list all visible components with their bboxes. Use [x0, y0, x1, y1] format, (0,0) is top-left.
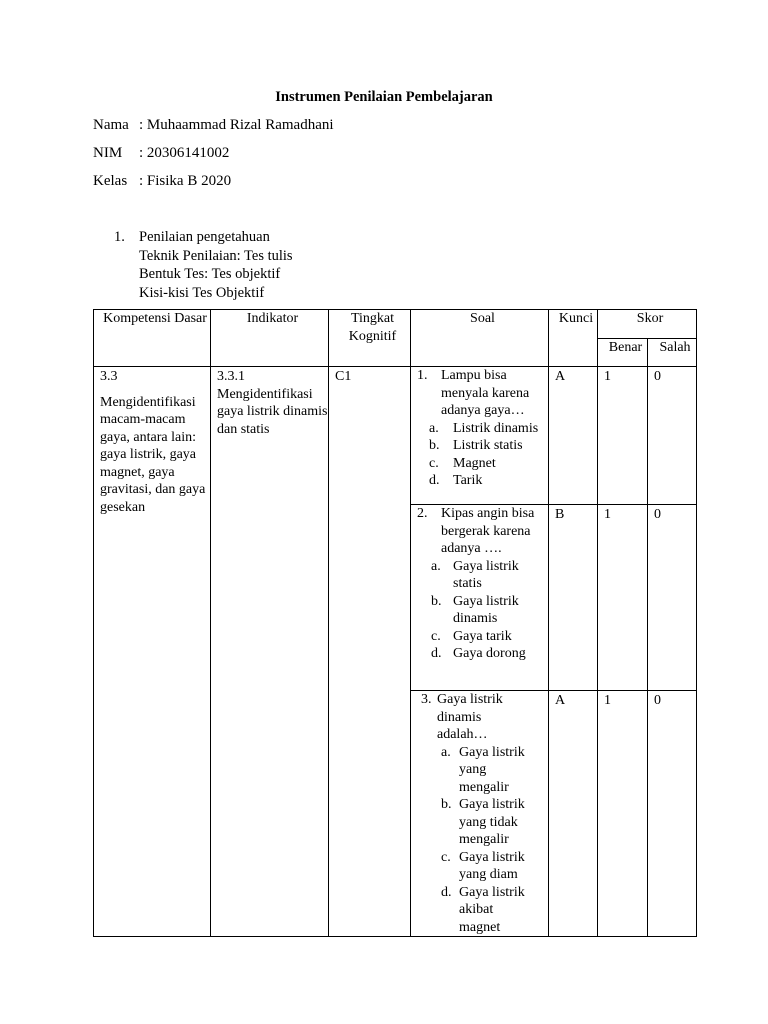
- nama-row: [93, 116, 334, 134]
- option-b: b. Gaya listrik dinamis: [431, 593, 519, 626]
- kelas-value: : Fisika B 2020: [139, 173, 232, 189]
- question-number: 1.: [417, 368, 428, 383]
- section-heading: Penilaian pengetahuan: [139, 229, 270, 245]
- question-stem: Gaya listrik dinamis adalah…: [437, 692, 503, 742]
- bentuk-tes: Bentuk Tes: Tes objektif: [139, 266, 281, 282]
- salah-cell: 0: [648, 691, 697, 937]
- header-indikator: Indikator: [211, 310, 329, 367]
- header-kompetensi: Kompetensi Dasar: [94, 310, 211, 367]
- option-c: c. Magnet: [429, 455, 496, 471]
- header-skor: Skor: [598, 310, 697, 339]
- header-benar: Benar: [598, 339, 648, 367]
- question-number: 3.: [421, 692, 432, 707]
- kunci-cell: A: [549, 367, 598, 505]
- kisi-kisi: Kisi-kisi Tes Objektif: [139, 284, 265, 301]
- benar-cell: 1: [598, 691, 648, 937]
- assessment-table: [93, 309, 697, 937]
- kompetensi-text: Mengidentifikasi macam-macam gaya, antara lain: gaya listrik, gaya magnet, gaya gravitasi, dan gaya gesekan: [100, 394, 206, 515]
- kompetensi-code: 3.3: [100, 369, 118, 384]
- question-stem: Lampu bisa menyala karena adanya gaya…: [441, 368, 530, 418]
- document-title: Instrumen Penilaian Pembelajaran: [275, 89, 493, 105]
- option-c: c. Gaya tarik: [431, 628, 512, 644]
- question-3: [411, 691, 549, 937]
- benar-cell: 1: [598, 367, 648, 505]
- header-kunci: Kunci: [549, 310, 598, 367]
- indikator-code: 3.3.1: [217, 369, 245, 384]
- header-tingkat: Tingkat Kognitif: [329, 310, 411, 367]
- nama-value: : Muhaammad Rizal Ramadhani: [139, 117, 334, 133]
- section-number: 1.: [114, 229, 125, 245]
- indikator-cell: [211, 367, 329, 937]
- option-d: d. Gaya listrik akibat magnet: [441, 884, 525, 935]
- option-c: c. Gaya listrik yang diam: [441, 849, 525, 882]
- option-d: d. Gaya dorong: [431, 646, 526, 661]
- teknik-penilaian: Teknik Penilaian: Tes tulis: [139, 247, 293, 264]
- option-b: b. Listrik statis: [429, 438, 523, 453]
- question-2: [411, 505, 549, 691]
- option-a: a. Gaya listrik yang mengalir: [441, 744, 525, 795]
- option-a: a. Listrik dinamis: [429, 420, 539, 436]
- nama-label: Nama: [93, 117, 129, 133]
- option-d: d. Tarik: [429, 473, 483, 488]
- question-1: [411, 367, 549, 505]
- kelas-row: [93, 172, 231, 190]
- salah-cell: 0: [648, 367, 697, 505]
- benar-cell: 1: [598, 505, 648, 691]
- nim-value: : 20306141002: [139, 145, 230, 161]
- kompetensi-cell: [94, 367, 211, 937]
- question-number: 2.: [417, 506, 428, 521]
- indikator-text: Mengidentifikasi gaya listrik dinamis dan statis: [217, 386, 328, 437]
- nim-label: NIM: [93, 145, 123, 161]
- tingkat-cell: C1: [329, 367, 411, 937]
- header-soal: Soal: [411, 310, 549, 367]
- nim-row: [93, 144, 229, 162]
- kelas-label: Kelas: [93, 173, 128, 189]
- header-salah: Salah: [648, 339, 697, 367]
- option-a: a. Gaya listrik statis: [431, 558, 519, 591]
- option-b: b. Gaya listrik yang tidak mengalir: [441, 797, 525, 847]
- table-row: [94, 367, 697, 505]
- kunci-cell: B: [549, 505, 598, 691]
- salah-cell: 0: [648, 505, 697, 691]
- kunci-cell: A: [549, 691, 598, 937]
- question-stem: Kipas angin bisa bergerak karena adanya ….: [441, 506, 535, 556]
